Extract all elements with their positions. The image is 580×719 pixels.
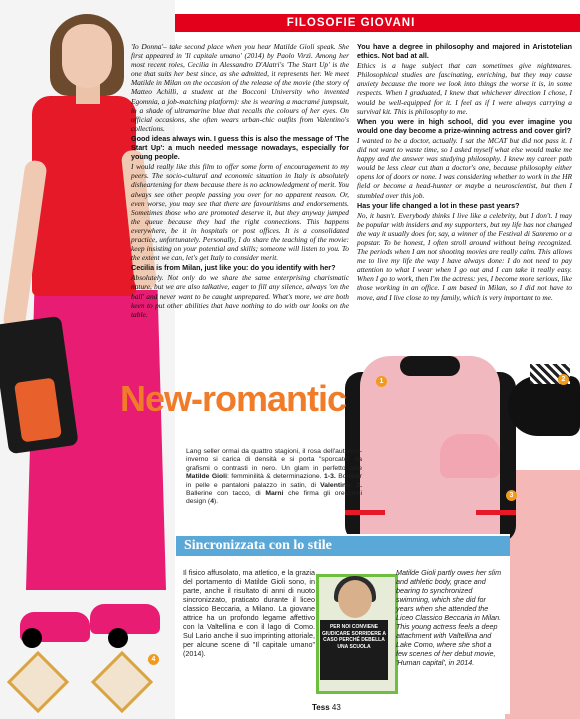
- article-paragraph: Ethics is a huge subject that can sometimes give nightmares. Philosophical studies are fascinating, enriching, but they may cause anxiety because the more we look into things the worse it is, in some respects. When I graduated, I knew that whichever direction I chose, I would be well-equipped for it. I feel as if I were always carrying a survival kit. This is philosophy to me.: [357, 61, 572, 116]
- fashion-title: New-romantic: [120, 378, 347, 419]
- product-number-4: 4: [148, 654, 159, 665]
- magazine-brand: Tess: [312, 703, 330, 712]
- article-column-2: [357, 42, 572, 303]
- page-footer: [312, 703, 341, 712]
- black-heel-shoe: [508, 376, 580, 436]
- sleeve-stripe: [476, 510, 516, 515]
- caption-brand: Valentino: [320, 481, 351, 489]
- interview-question: When you were in high school, did you ever imagine you would one day become a prize-winning actress and cover girl?: [357, 116, 572, 135]
- product-number-1: 1: [376, 376, 387, 387]
- sleeve-stripe: [345, 510, 385, 515]
- interview-question: Cecilia is from Milan, just like you: do you identify with her?: [131, 263, 336, 273]
- caption-text: Bomber in pelle e pantaloni palazzo in satin, di: [186, 473, 362, 489]
- photo-sign-text: PER NOI CONVIENE GIUDICARE SORRIDERE A CASO PERCHÉ DEBELLA UNA SCUOLA: [322, 624, 386, 650]
- product-number-3: 3: [506, 490, 517, 501]
- photo-face: [338, 580, 372, 618]
- caption-number: 4: [210, 498, 214, 506]
- article-paragraph: 'Io Donna'– take second place when you hear Matilde Gioli speak. She first appeared in 'Il capitale umano' (2014) by Paolo Virzì. Among her most recent roles, Cecilia in Alessandro D'Alatri's 'The Start Up' is the one that suits her best since, as she admitted, it represents her. We meet Matilde in Milan on the occasion of the release of the movie (the story of Matteo Achilli, a student at the Bocconi University who invented Egomnia, a job-matching platform): she is wearing a macramé jumpsuit, in a shade of ultramarine blue that recalls the colours of her eyes. On official occasions, she often wears urban-chic outfits from Valentino's collections.: [131, 42, 349, 133]
- earring-ball-left: [22, 628, 42, 648]
- caption-text: : femminilità & determinazione.: [226, 473, 325, 481]
- caption-text: che firma gli orecchini design (: [186, 490, 362, 506]
- red-sweater: [32, 96, 136, 296]
- product-number-2: 2: [558, 374, 569, 385]
- article-paragraph: Absolutely. Not only do we share the same enterprising charismatic nature, but we are also talkative, eager to fill any silence, always 'on the ball' and never want to be caught unprepared. What's more, we are both keen to put other abilities that have nothing to do with our looks on the table.: [131, 273, 349, 319]
- caption-text: ;: [350, 481, 357, 489]
- article-paragraph: No, it hasn't. Everybody thinks I live like a celebrity, but I don't. I may be popular with insiders and my supporters, but my life has not changed the way it usually does for, say, a winner of the Festival di Sanremo or a popstar. To be honest, I often stroll around without being recognized. The periods when I am not shooting movies are really calm. This allows me to live my life the way I have always done: I do not need to pay attention to what I wear when I go out and I can take it really easy. When I go to work, then I'm the actress: yes, I become more serious, like those working in an office. I am based in Milan, so I did not have to move, and I live close to my family, which is very important to me.: [357, 210, 572, 302]
- caption-name: Matilde Gioli: [186, 473, 227, 481]
- sidebar-text-italian: Il fisico affusolato, ma atletico, e la grazia del portamento di Matilde Gioli sono, in parte, anche il risultato di anni di nuoto sincronizzato, praticato durante il liceo classico Beccaria, a Milano. La giovane attrice ha un profondo legame affettivo con la Valtellina e con il lago di Como. Sul Lario anche il suo imprinting attoriale, per alcune scene di "Il capitale umano" (2014).: [183, 568, 315, 658]
- page-number: 43: [331, 703, 341, 712]
- caption-text: ).: [213, 498, 219, 506]
- caption-number: 1-3.: [324, 473, 336, 481]
- sidebar-text-english: Matilde Gioli partly owes her slim and athletic body, grace and bearing to synchronized swimming, which she did for years when she attended the Liceo Classico Beccaria in Milan. This young actress feels a deep attachment with Valtellina and Lake Como, where she shot a few scenes of her debut movie, 'Human capital', in 2014.: [396, 568, 502, 667]
- caption-number: 2.: [356, 481, 362, 489]
- pink-ballerina-shoe: [440, 434, 500, 478]
- article-paragraph: I wanted to be a doctor, actually. I sat the MCAT but did not pass it. I did not want to waste time, so I asked myself what else would make me happy and the answer was studying philosophy. I knew my career path would be less clear cut than a doctor's one, because philosophy either opens lot of doors or none. I was considering whether to work in the HR field or become a head-hunter or maybe a neuroscientist, but then I stumbled over this job.: [357, 135, 572, 200]
- handbag-orange-panel: [14, 378, 62, 443]
- bomber-collar: [400, 356, 460, 376]
- interview-question: Good ideas always win. I guess this is also the message of 'The Start Up': a much needed message nowadays, especially for young people.: [131, 133, 349, 162]
- fashion-caption: [186, 448, 362, 507]
- pink-shoe-right: [90, 604, 160, 634]
- earring-ball-right: [108, 628, 128, 648]
- model-face: [62, 24, 112, 88]
- section-title: FILOSOFIE GIOVANI: [286, 17, 416, 29]
- caption-text: Ballerine con tacco, di: [186, 490, 266, 498]
- sidebar-title: Sincronizzata con lo stile: [184, 538, 332, 553]
- interview-question: You have a degree in philosophy and majored in Aristotelian ethics. Not bad at all.: [357, 42, 572, 61]
- article-column-1: [131, 42, 349, 320]
- article-paragraph: I would really like this film to offer some form of encouragement to my peers. The socio-cultural and economic situation in Italy is absolutely disheartening for them because there is no acknowledgment of merit. You always see other people passing you over for no apparent reason. Or, even worse, you may see that there are favouritisms and endorsements. Sometimes those who are promoted deserve it, but they anyway jumped the queue because they had the right connections. This happens everywhere, be it in hospitals or post offices. It is a consolidated practice, unfortunately. Personally, I do share the teaching of the movie: keep insisting on your potential and skills; someone will listen to you. To the extent we can, let's get Italy to consider merit.: [131, 162, 349, 263]
- pink-satin-trousers: [505, 470, 580, 719]
- interview-question: Has your life changed a lot in these past years?: [357, 200, 520, 210]
- caption-brand: Marni: [265, 490, 284, 498]
- caption-text: Lang seller ormai da quattro stagioni, il rosa dell'autunno-inverno si carica di densità e si porta "sporcato" da grafismi o contrasti in nero. Un glam in perfetto stile: [186, 448, 362, 472]
